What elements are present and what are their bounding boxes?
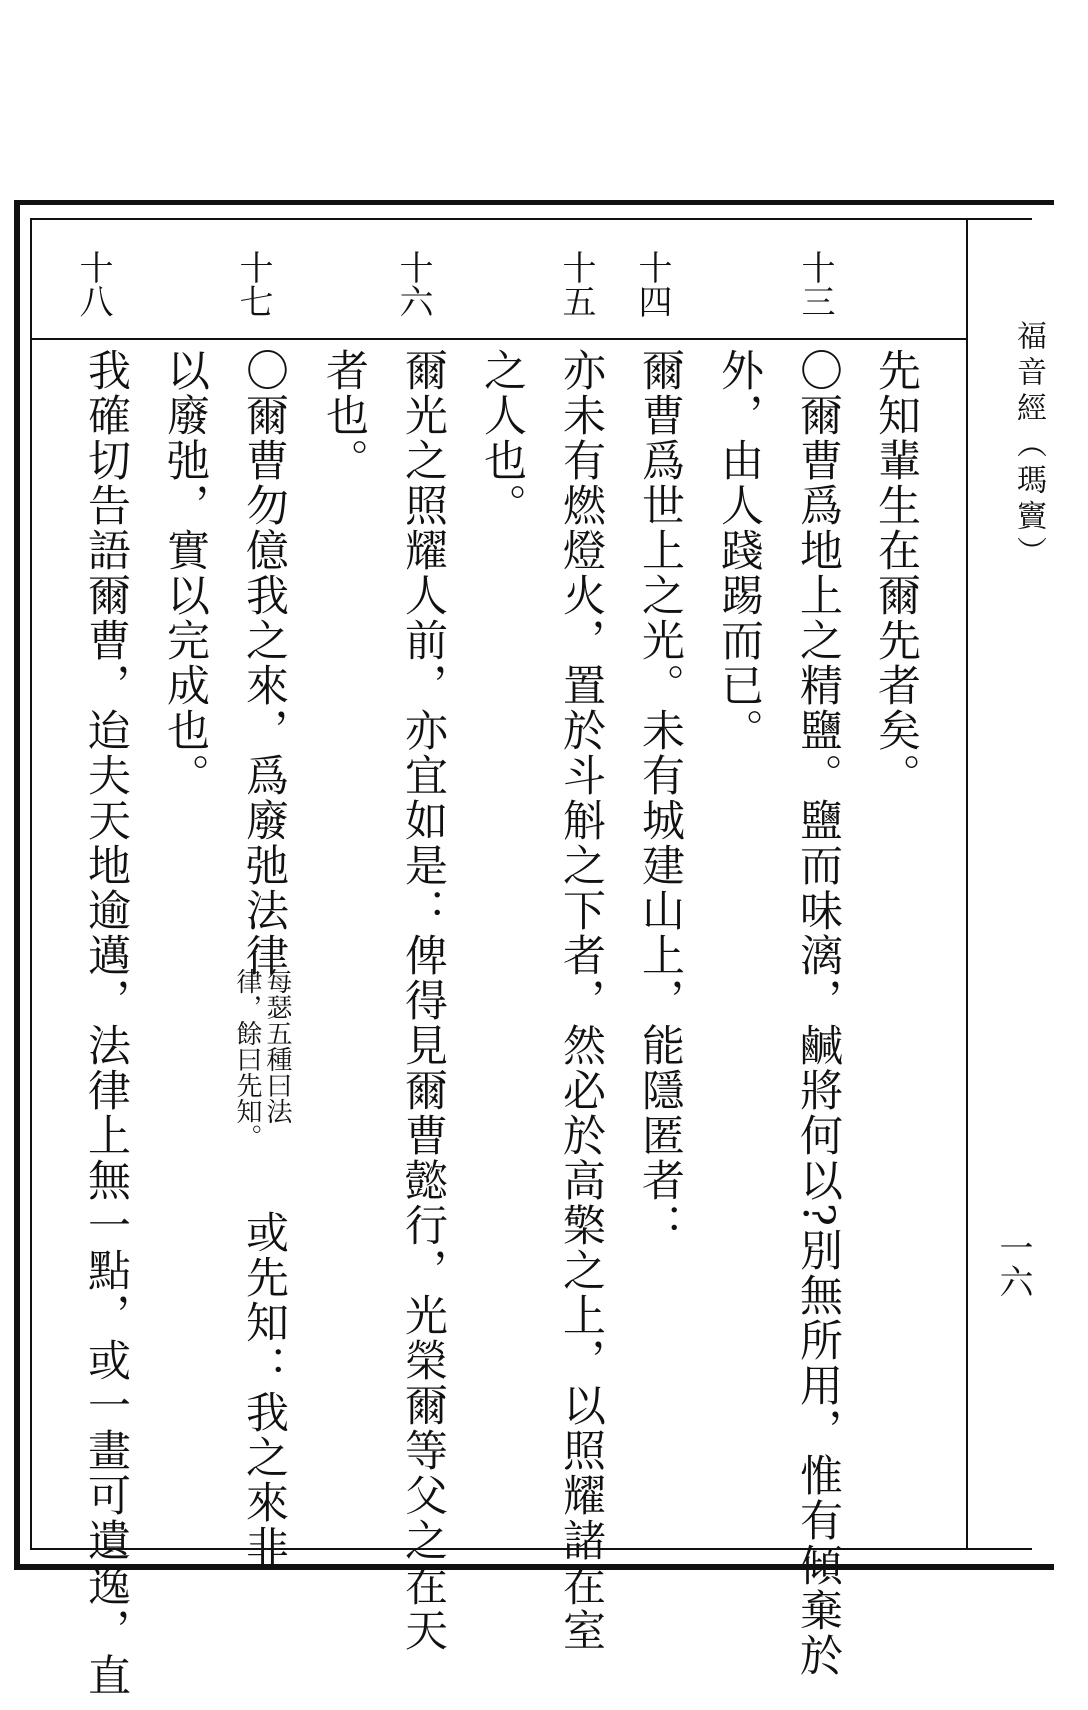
annotation-note-right: 每瑟五種曰法 [262,968,292,1124]
text-column-10: 以廢弛，實以完成也。 [160,348,210,798]
running-head: 福音經（瑪竇） [1011,320,1046,572]
text-column-3: 外，由人踐踢而已。 [714,348,764,753]
text-column-2: 〇爾曹爲地上之精鹽。鹽而味漓，鹹將何以?別無所用，惟有傾棄於 [793,348,843,1679]
text-column-7: 爾光之照耀人前，亦宜如是：俾得見爾曹懿行，光榮爾等父之在天 [398,348,448,1653]
verse-number-17: 十七 [233,250,273,318]
verse-number-18: 十八 [73,250,113,318]
verse-number-13: 十三 [795,250,835,318]
text-column-11: 我確切告語爾曹，迨夫天地逾邁，法律上無一點，或一畫可遺逸，直 [81,348,131,1698]
header-rule [32,338,966,340]
margin-rule [966,218,968,1550]
text-column-6: 之人也。 [477,348,527,528]
verse-number-15: 十五 [556,250,596,318]
text-column-1: 先知輩生在爾先者矣。 [871,348,921,798]
page-number: 一六 [993,1230,1033,1298]
text-column-9-part-b: 或先知：我之來非 [239,1210,289,1570]
text-column-8: 者也。 [319,348,369,483]
text-column-5: 亦未有燃燈火，置於斗斛之下者，然必於高檠之上，以照耀諸在室 [556,348,606,1653]
text-column-9 [238,348,290,978]
text-column-9-part-a: 〇爾曹勿億我之來，爲廢弛法律 [239,348,289,978]
verse-number-16: 十六 [393,250,433,318]
text-column-4: 爾曹爲世上之光。未有城建山上，能隱匿者： [635,348,685,1248]
verse-number-14: 十四 [632,250,672,318]
annotation-note-left: 律，餘曰先知。 [232,968,262,1150]
